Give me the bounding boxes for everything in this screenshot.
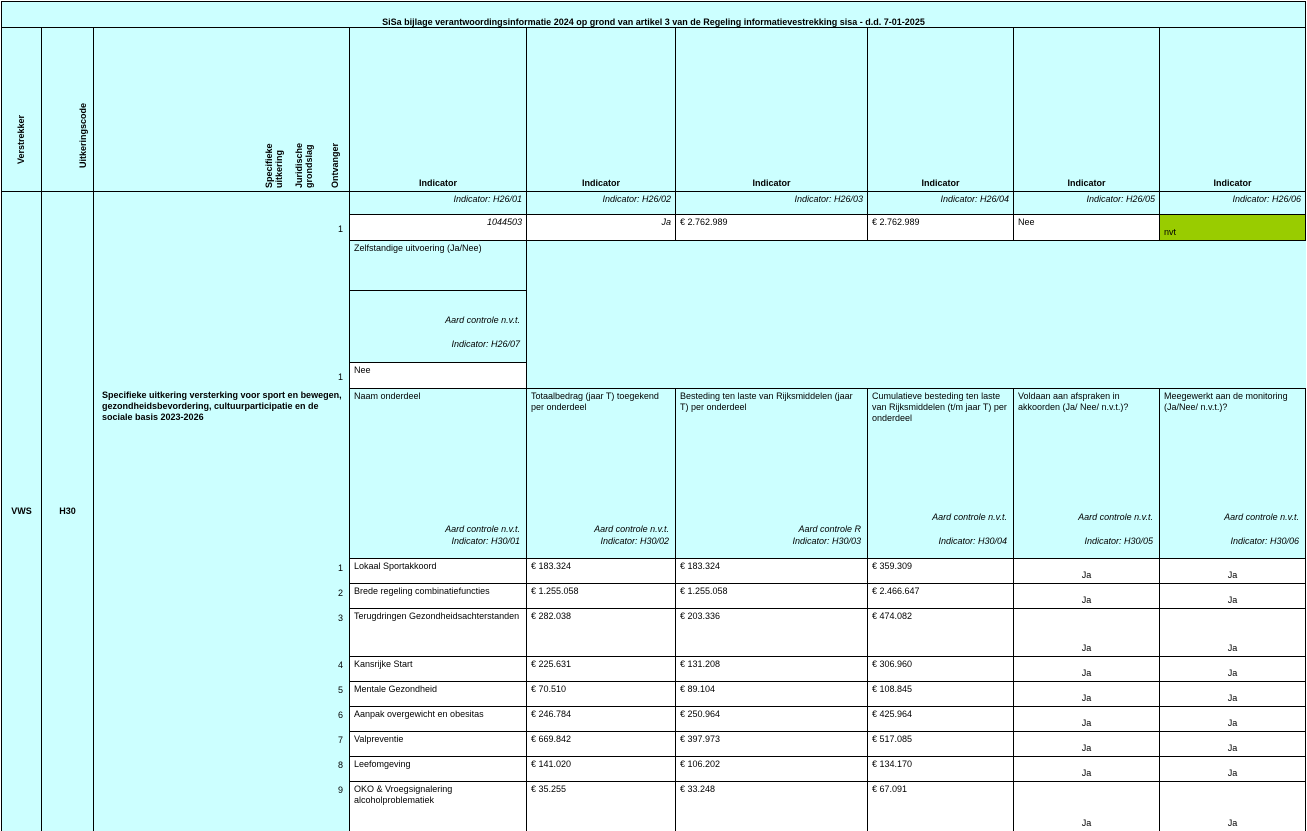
table-row-cumulatief[interactable]: € 2.466.647 <box>867 583 1014 609</box>
table-row-cumulatief[interactable]: € 67.091 <box>867 781 1014 831</box>
h30-row-number: 1 <box>337 563 343 573</box>
table-row-naam[interactable]: OKO & Vroegsignalering alcoholproblematiek <box>349 781 527 831</box>
h26-value-3[interactable]: € 2.762.989 <box>675 214 868 241</box>
table-row-totaal[interactable]: € 1.255.058 <box>526 583 676 609</box>
h30-header-monitoring: Meegewerkt aan de monitoring (Ja/Nee/ n.v.t.)? Aard controle n.v.t. Indicator: H30/06 <box>1159 388 1306 559</box>
header-description-block <box>93 27 350 192</box>
table-row-besteding[interactable]: € 250.964 <box>675 706 868 732</box>
h26-value-4[interactable]: € 2.762.989 <box>867 214 1014 241</box>
h26-id-4: Indicator: H26/04 <box>867 191 1014 215</box>
h26-value-6[interactable]: nvt <box>1159 214 1306 241</box>
table-row-naam[interactable]: Aanpak overgewicht en obesitas <box>349 706 527 732</box>
table-row-monitoring[interactable]: Ja <box>1159 781 1306 831</box>
table-row-besteding[interactable]: € 33.248 <box>675 781 868 831</box>
table-row-naam[interactable]: Mentale Gezondheid <box>349 681 527 707</box>
table-row-totaal[interactable]: € 246.784 <box>526 706 676 732</box>
table-row-naam[interactable]: Terugdringen Gezondheidsachterstanden <box>349 608 527 657</box>
table-row-besteding[interactable]: € 183.324 <box>675 558 868 584</box>
table-row-besteding[interactable]: € 131.208 <box>675 656 868 682</box>
table-row-totaal[interactable]: € 35.255 <box>526 781 676 831</box>
h30-header-cumulatief: Cumulatieve besteding ten laste van Rijksmiddelen (t/m jaar T) per onderdeel Aard controle n.v.t. Indicator: H30/04 <box>867 388 1014 559</box>
h30-row-number: 4 <box>337 660 343 670</box>
h26-id-2: Indicator: H26/02 <box>526 191 676 215</box>
table-row-monitoring[interactable]: Ja <box>1159 558 1306 584</box>
header-specifieke-uitkering: Specifieke uitkering <box>264 143 284 188</box>
h30-row-number: 6 <box>337 710 343 720</box>
h30-row-number: 9 <box>337 785 343 795</box>
h30-header-naam: Naam onderdeel Aard controle n.v.t. Indicator: H30/01 <box>349 388 527 559</box>
table-row-naam[interactable]: Valpreventie <box>349 731 527 757</box>
table-row-monitoring[interactable]: Ja <box>1159 706 1306 732</box>
h26-row-number: 1 <box>337 224 343 234</box>
h26-id-6: Indicator: H26/06 <box>1159 191 1306 215</box>
header-ontvanger: Ontvanger <box>330 142 340 188</box>
table-row-totaal[interactable]: € 225.631 <box>526 656 676 682</box>
table-row-totaal[interactable]: € 141.020 <box>526 756 676 782</box>
table-row-cumulatief[interactable]: € 474.082 <box>867 608 1014 657</box>
h26-extra-label: Zelfstandige uitvoering (Ja/Nee) <box>349 240 527 291</box>
cell-verstrekker: VWS <box>1 191 42 831</box>
h30-header-voldaan: Voldaan aan afspraken in akkoorden (Ja/ Nee/ n.v.t.)? Aard controle n.v.t. Indicator: H30/05 <box>1013 388 1160 559</box>
table-row-cumulatief[interactable]: € 108.845 <box>867 681 1014 707</box>
h26-extra-row-number: 1 <box>337 372 343 382</box>
table-row-monitoring[interactable]: Ja <box>1159 731 1306 757</box>
table-row-monitoring[interactable]: Ja <box>1159 756 1306 782</box>
table-row-cumulatief[interactable]: € 517.085 <box>867 731 1014 757</box>
table-row-besteding[interactable]: € 1.255.058 <box>675 583 868 609</box>
h30-row-number: 5 <box>337 685 343 695</box>
header-indicator-5: Indicator <box>1013 27 1160 192</box>
cell-omschrijving: Specifieke uitkering versterking voor sport en bewegen, gezondheidsbevordering, cultuurparticipatie en de sociale basis 2023-2026 1 1 1 2 3 4 5 6 7 8 9 <box>93 191 350 831</box>
header-verstrekker: Verstrekker <box>1 27 42 192</box>
table-row-monitoring[interactable]: Ja <box>1159 608 1306 657</box>
sheet-title: SiSa bijlage verantwoordingsinformatie 2024 op grond van artikel 3 van de Regeling informatievestrekking sisa - d.d. 7-01-2025 <box>1 1 1306 28</box>
table-row-voldaan[interactable]: Ja <box>1013 656 1160 682</box>
h30-header-totaal: Totaalbedrag (jaar T) toegekend per onderdeel Aard controle n.v.t. Indicator: H30/02 <box>526 388 676 559</box>
h30-row-number: 8 <box>337 760 343 770</box>
table-row-voldaan[interactable]: Ja <box>1013 558 1160 584</box>
h30-row-number: 3 <box>337 613 343 623</box>
h26-id-1: Indicator: H26/01 <box>349 191 527 215</box>
table-row-totaal[interactable]: € 282.038 <box>526 608 676 657</box>
table-row-besteding[interactable]: € 397.973 <box>675 731 868 757</box>
table-row-voldaan[interactable]: Ja <box>1013 756 1160 782</box>
header-indicator-1: Indicator <box>349 27 527 192</box>
table-row-monitoring[interactable]: Ja <box>1159 583 1306 609</box>
table-row-totaal[interactable]: € 183.324 <box>526 558 676 584</box>
h30-row-number: 7 <box>337 735 343 745</box>
h26-value-5[interactable]: Nee <box>1013 214 1160 241</box>
header-indicator-6: Indicator <box>1159 27 1306 192</box>
h26-id-3: Indicator: H26/03 <box>675 191 868 215</box>
table-row-besteding[interactable]: € 89.104 <box>675 681 868 707</box>
table-row-voldaan[interactable]: Ja <box>1013 731 1160 757</box>
cell-uitkeringscode: H30 <box>41 191 94 831</box>
table-row-voldaan[interactable]: Ja <box>1013 608 1160 657</box>
table-row-cumulatief[interactable]: € 359.309 <box>867 558 1014 584</box>
header-indicator-4: Indicator <box>867 27 1014 192</box>
table-row-totaal[interactable]: € 669.842 <box>526 731 676 757</box>
header-juridische-grondslag: Juridische grondslag <box>294 142 314 188</box>
h26-extra-indicator: Aard controle n.v.t. Indicator: H26/07 <box>349 290 527 363</box>
h26-value-1[interactable]: 1044503 <box>349 214 527 241</box>
h26-filler <box>527 241 1306 388</box>
table-row-cumulatief[interactable]: € 306.960 <box>867 656 1014 682</box>
table-row-cumulatief[interactable]: € 134.170 <box>867 756 1014 782</box>
table-row-voldaan[interactable]: Ja <box>1013 681 1160 707</box>
table-row-naam[interactable]: Lokaal Sportakkoord <box>349 558 527 584</box>
table-row-voldaan[interactable]: Ja <box>1013 583 1160 609</box>
table-row-besteding[interactable]: € 203.336 <box>675 608 868 657</box>
h30-header-besteding: Besteding ten laste van Rijksmiddelen (jaar T) per onderdeel Aard controle R Indicator: H30/03 <box>675 388 868 559</box>
table-row-voldaan[interactable]: Ja <box>1013 781 1160 831</box>
table-row-voldaan[interactable]: Ja <box>1013 706 1160 732</box>
h26-extra-value[interactable]: Nee <box>349 362 527 389</box>
table-row-cumulatief[interactable]: € 425.964 <box>867 706 1014 732</box>
h26-value-2[interactable]: Ja <box>526 214 676 241</box>
h26-id-5: Indicator: H26/05 <box>1013 191 1160 215</box>
header-indicator-2: Indicator <box>526 27 676 192</box>
h30-row-number: 2 <box>337 588 343 598</box>
table-row-monitoring[interactable]: Ja <box>1159 656 1306 682</box>
table-row-naam[interactable]: Leefomgeving <box>349 756 527 782</box>
table-row-monitoring[interactable]: Ja <box>1159 681 1306 707</box>
table-row-totaal[interactable]: € 70.510 <box>526 681 676 707</box>
table-row-besteding[interactable]: € 106.202 <box>675 756 868 782</box>
table-row-naam[interactable]: Kansrijke Start <box>349 656 527 682</box>
header-uitkeringscode: Uitkeringscode <box>41 27 94 192</box>
header-indicator-3: Indicator <box>675 27 868 192</box>
table-row-naam[interactable]: Brede regeling combinatiefuncties <box>349 583 527 609</box>
